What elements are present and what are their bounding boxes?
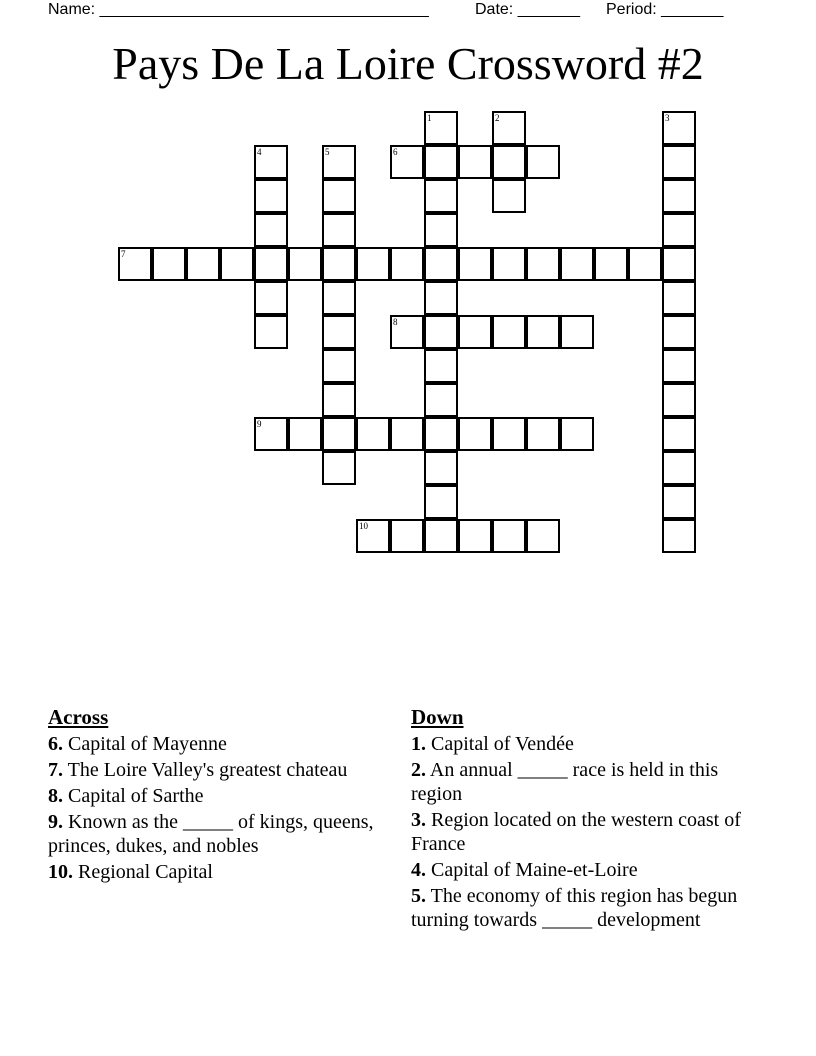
grid-cell[interactable] bbox=[662, 145, 696, 179]
grid-cell[interactable] bbox=[662, 451, 696, 485]
grid-cell[interactable] bbox=[424, 485, 458, 519]
grid-cell[interactable] bbox=[492, 417, 526, 451]
grid-cell[interactable] bbox=[662, 213, 696, 247]
date-field-label: Date: _______ bbox=[475, 1, 580, 18]
across-clue bbox=[48, 732, 388, 756]
grid-cell[interactable] bbox=[526, 145, 560, 179]
grid-cell[interactable] bbox=[662, 179, 696, 213]
grid-cell[interactable] bbox=[424, 213, 458, 247]
grid-cell[interactable] bbox=[254, 281, 288, 315]
grid-cell[interactable] bbox=[118, 247, 152, 281]
grid-cell[interactable] bbox=[628, 247, 662, 281]
grid-cell[interactable] bbox=[356, 417, 390, 451]
grid-cell[interactable] bbox=[390, 145, 424, 179]
grid-cell[interactable] bbox=[458, 145, 492, 179]
clue-text: Region located on the western coast of France bbox=[411, 809, 741, 855]
clue-text: Capital of Mayenne bbox=[63, 733, 227, 755]
grid-cell[interactable] bbox=[458, 519, 492, 553]
grid-cell[interactable] bbox=[662, 349, 696, 383]
clue-number-label: 1. bbox=[411, 733, 426, 755]
grid-cell[interactable] bbox=[560, 315, 594, 349]
clue-number-label: 7. bbox=[48, 759, 63, 781]
down-clues bbox=[411, 704, 751, 934]
clue-number: 4 bbox=[257, 147, 262, 157]
grid-cell[interactable] bbox=[424, 349, 458, 383]
grid-cell[interactable] bbox=[492, 315, 526, 349]
clue-text: The economy of this region has begun turning towards _____ development bbox=[411, 885, 738, 931]
grid-cell[interactable] bbox=[356, 247, 390, 281]
clue-number: 7 bbox=[121, 249, 126, 259]
grid-cell[interactable] bbox=[492, 179, 526, 213]
grid-cell[interactable] bbox=[322, 213, 356, 247]
grid-cell[interactable] bbox=[458, 247, 492, 281]
grid-cell[interactable] bbox=[322, 349, 356, 383]
grid-cell[interactable] bbox=[560, 247, 594, 281]
clue-number: 1 bbox=[427, 113, 432, 123]
across-clue bbox=[48, 758, 388, 782]
grid-cell[interactable] bbox=[254, 417, 288, 451]
clue-text: Capital of Sarthe bbox=[63, 785, 204, 807]
grid-cell[interactable] bbox=[254, 179, 288, 213]
across-clues bbox=[48, 704, 388, 886]
clue-number: 9 bbox=[257, 419, 262, 429]
grid-cell[interactable] bbox=[322, 417, 356, 451]
grid-cell[interactable] bbox=[390, 519, 424, 553]
grid-cell[interactable] bbox=[662, 383, 696, 417]
down-heading: Down bbox=[411, 705, 464, 729]
clue-number-label: 3. bbox=[411, 809, 426, 831]
grid-cell[interactable] bbox=[322, 451, 356, 485]
grid-cell[interactable] bbox=[424, 383, 458, 417]
grid-cell[interactable] bbox=[662, 111, 696, 145]
across-clue-list bbox=[48, 732, 388, 884]
grid-cell[interactable] bbox=[254, 315, 288, 349]
down-clue bbox=[411, 808, 751, 856]
grid-cell[interactable] bbox=[424, 145, 458, 179]
grid-cell[interactable] bbox=[322, 247, 356, 281]
grid-cell[interactable] bbox=[662, 417, 696, 451]
down-clue bbox=[411, 858, 751, 882]
grid-cell[interactable] bbox=[322, 145, 356, 179]
grid-cell[interactable] bbox=[390, 247, 424, 281]
page-title: Pays De La Loire Crossword #2 bbox=[112, 38, 704, 89]
down-clue bbox=[411, 758, 751, 806]
grid-cell[interactable] bbox=[492, 519, 526, 553]
clue-text: The Loire Valley's greatest chateau bbox=[63, 759, 348, 781]
across-heading: Across bbox=[48, 705, 109, 729]
grid-cell[interactable] bbox=[254, 145, 288, 179]
clue-number-label: 4. bbox=[411, 859, 426, 881]
clue-number: 8 bbox=[393, 317, 398, 327]
down-clue-list bbox=[411, 732, 751, 932]
grid-cell[interactable] bbox=[424, 179, 458, 213]
grid-cell[interactable] bbox=[458, 417, 492, 451]
grid-cell[interactable] bbox=[322, 315, 356, 349]
grid-cell[interactable] bbox=[390, 417, 424, 451]
grid-cell[interactable] bbox=[356, 519, 390, 553]
across-clue bbox=[48, 810, 388, 858]
grid-cell[interactable] bbox=[288, 247, 322, 281]
clue-number-label: 10. bbox=[48, 861, 73, 883]
clue-number: 5 bbox=[325, 147, 330, 157]
grid-cell[interactable] bbox=[492, 247, 526, 281]
clue-text: Known as the _____ of kings, queens, princes, dukes, and nobles bbox=[48, 811, 374, 857]
grid-cell[interactable] bbox=[526, 247, 560, 281]
grid-cell[interactable] bbox=[322, 383, 356, 417]
grid-cell[interactable] bbox=[662, 281, 696, 315]
clue-number-label: 2. bbox=[411, 759, 426, 781]
clue-number-label: 5. bbox=[411, 885, 426, 907]
grid-cell[interactable] bbox=[662, 485, 696, 519]
grid-cell[interactable] bbox=[560, 417, 594, 451]
grid-cell[interactable] bbox=[594, 247, 628, 281]
grid-cell[interactable] bbox=[424, 315, 458, 349]
clue-text: An annual _____ race is held in this region bbox=[411, 759, 719, 805]
grid-cell[interactable] bbox=[220, 247, 254, 281]
grid-cell[interactable] bbox=[424, 451, 458, 485]
grid-cell[interactable] bbox=[424, 281, 458, 315]
grid-cell[interactable] bbox=[662, 247, 696, 281]
clue-text: Regional Capital bbox=[73, 861, 213, 883]
clue-number-label: 9. bbox=[48, 811, 63, 833]
clue-number-label: 8. bbox=[48, 785, 63, 807]
clue-number: 10 bbox=[359, 521, 368, 531]
grid-cell[interactable] bbox=[254, 247, 288, 281]
grid-cell[interactable] bbox=[254, 213, 288, 247]
grid-cell[interactable] bbox=[526, 417, 560, 451]
across-clue bbox=[48, 860, 388, 884]
clue-text: Capital of Vendée bbox=[426, 733, 574, 755]
grid-cell[interactable] bbox=[186, 247, 220, 281]
grid-cell[interactable] bbox=[424, 247, 458, 281]
clue-number-label: 6. bbox=[48, 733, 63, 755]
grid-cell[interactable] bbox=[662, 315, 696, 349]
grid-cell[interactable] bbox=[288, 417, 322, 451]
grid-cell[interactable] bbox=[492, 111, 526, 145]
grid-cell[interactable] bbox=[152, 247, 186, 281]
grid-cell[interactable] bbox=[390, 315, 424, 349]
grid-cell[interactable] bbox=[424, 417, 458, 451]
grid-cell[interactable] bbox=[526, 315, 560, 349]
grid-cell[interactable] bbox=[662, 519, 696, 553]
grid-cell[interactable] bbox=[424, 111, 458, 145]
grid-cell[interactable] bbox=[424, 519, 458, 553]
clue-number: 3 bbox=[665, 113, 670, 123]
grid-cell[interactable] bbox=[322, 179, 356, 213]
grid-cell[interactable] bbox=[526, 519, 560, 553]
grid-cell[interactable] bbox=[492, 145, 526, 179]
grid-cell[interactable] bbox=[458, 315, 492, 349]
clue-number: 2 bbox=[495, 113, 500, 123]
down-clue bbox=[411, 732, 751, 756]
period-field-label: Period: _______ bbox=[606, 1, 724, 18]
name-field-label: Name: _____________________________________ bbox=[48, 1, 429, 18]
down-clue bbox=[411, 884, 751, 932]
clue-number: 6 bbox=[393, 147, 398, 157]
clue-text: Capital of Maine-et-Loire bbox=[426, 859, 638, 881]
across-clue bbox=[48, 784, 388, 808]
grid-cell[interactable] bbox=[322, 281, 356, 315]
